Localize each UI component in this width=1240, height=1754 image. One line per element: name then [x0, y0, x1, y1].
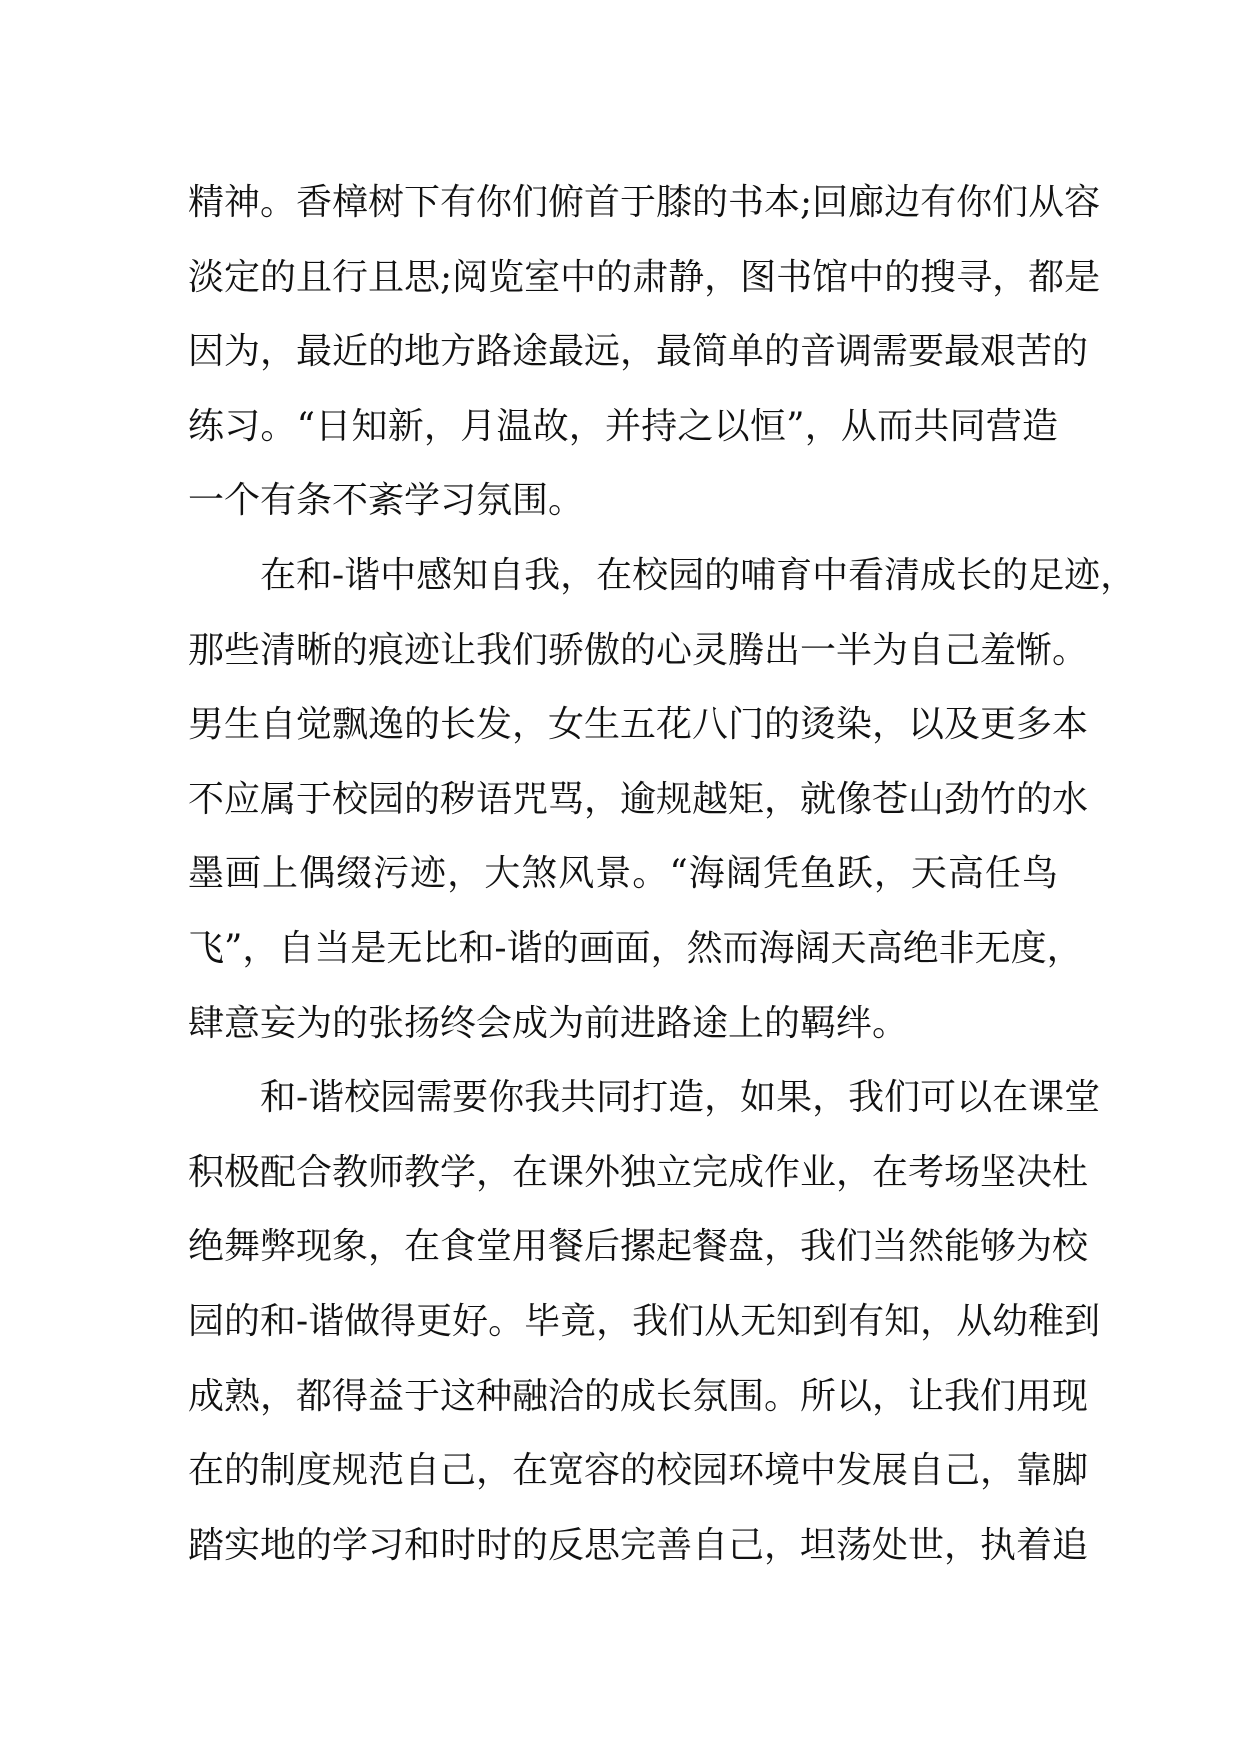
- text-line: 练习。“日知新，月温故，并持之以恒”，从而共同营造: [188, 405, 1058, 447]
- text-line: 肆意妄为的张扬终会成为前进路途上的羁绊。: [188, 1002, 909, 1044]
- text-line: 墨画上偶缀污迹，大煞风景。“海阔凭鱼跃，天高任鸟: [188, 853, 1058, 895]
- text-line: 淡定的且行且思;阅览室中的肃静，图书馆中的搜寻，都是: [188, 256, 1101, 298]
- text-line: 男生自觉飘逸的长发，女生五花八门的烫染，以及更多本: [188, 704, 1089, 746]
- text-line: 在的制度规范自己，在宽容的校园环境中发展自己，靠脚: [188, 1450, 1089, 1492]
- text-line: 精神。香樟树下有你们俯首于膝的书本;回廊边有你们从容: [188, 182, 1101, 223]
- text-line: 踏实地的学习和时时的反思完善自己，坦荡处世，执着追: [188, 1524, 1089, 1566]
- text-line: 积极配合教师教学，在课外独立完成作业，在考场坚决杜: [188, 1151, 1089, 1193]
- text-line: 绝舞弊现象，在食堂用餐后摞起餐盘，我们当然能够为校: [188, 1226, 1089, 1268]
- text-line: 因为，最近的地方路途最远，最简单的音调需要最艰苦的: [188, 331, 1089, 373]
- body-text: [188, 166, 1137, 1583]
- text-line: 一个有条不紊学习氛围。: [188, 480, 585, 522]
- text-line: 不应属于校园的秽语咒骂，逾规越矩，就像苍山劲竹的水: [188, 778, 1089, 820]
- paragraph-first-line: 在和-谐中感知自我，在校园的哺育中看清成长的足迹，: [260, 554, 1137, 596]
- text-line: 成熟，都得益于这种融洽的成长氛围。所以，让我们用现: [188, 1375, 1089, 1417]
- paragraph-first-line: 和-谐校园需要你我共同打造，如果，我们可以在课堂: [260, 1077, 1101, 1119]
- text-line: 飞”，自当是无比和-谐的画面，然而海阔天高绝非无度，: [188, 927, 1083, 969]
- text-line: 园的和-谐做得更好。毕竟，我们从无知到有知，从幼稚到: [188, 1300, 1101, 1342]
- text-line: 那些清晰的痕迹让我们骄傲的心灵腾出一半为自己羞惭。: [188, 629, 1089, 671]
